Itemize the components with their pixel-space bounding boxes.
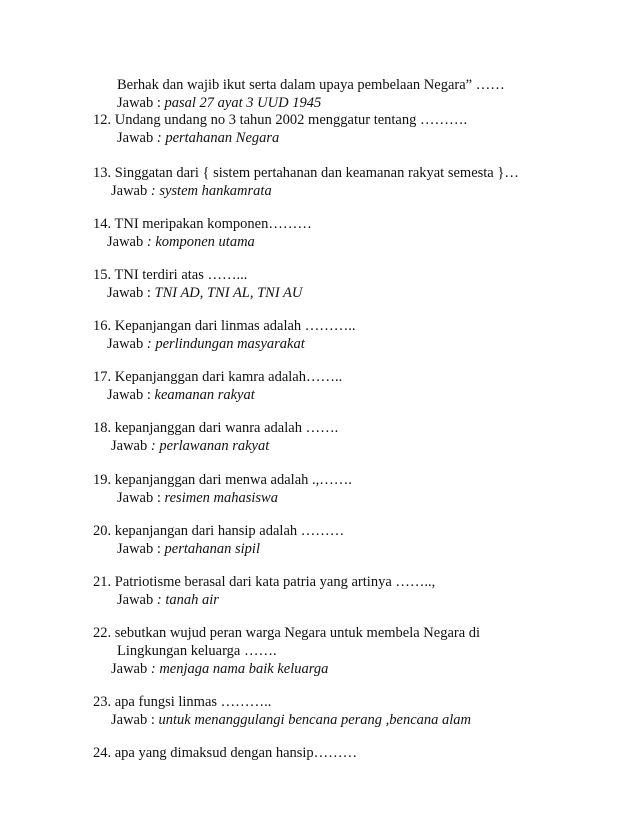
jawab-label: Jawab : [111, 712, 159, 728]
answer-text: TNI AD, TNI AL, TNI AU [154, 285, 303, 301]
question-text: Kepanjangan dari linmas adalah ……….. [114, 318, 356, 334]
question-number: 21. [93, 574, 112, 590]
question-text: apa fungsi linmas ……….. [114, 694, 272, 710]
answer-line [117, 129, 279, 147]
question-number: 12. [93, 112, 112, 128]
question-number: 15. [93, 267, 112, 283]
jawab-label: Jawab : [107, 285, 155, 301]
answer-text: : pertahanan Negara [156, 130, 280, 146]
jawab-label: Jawab : [107, 387, 155, 403]
question-text: sebutkan wujud peran warga Negara untuk membela Negara di [114, 625, 481, 641]
answer-line [117, 591, 219, 609]
question-number: 18. [93, 420, 112, 436]
question-line [93, 266, 247, 284]
answer-line [117, 94, 321, 112]
answer-text: resimen mahasiswa [164, 490, 278, 506]
question-line [93, 419, 338, 437]
answer-text: untuk menanggulangi bencana perang ,bencana alam [158, 712, 472, 728]
question-number: 13. [93, 165, 112, 181]
question-text: kepanjanggan dari wanra adalah ……. [114, 420, 339, 436]
jawab-label: Jawab [111, 438, 151, 454]
answer-text: pertahanan sipil [164, 541, 260, 557]
question-text: Patriotisme berasal dari kata patria yang artinya …….., [114, 574, 436, 590]
answer-line [107, 335, 305, 353]
question-text: Kepanjanggan dari kamra adalah…….. [114, 369, 343, 385]
question-text: TNI terdiri atas ……... [114, 267, 248, 283]
answer-line [111, 660, 328, 678]
question-line [93, 471, 352, 489]
answer-text: : perlindungan masyarakat [146, 336, 305, 352]
question-line [93, 744, 357, 762]
question-line [93, 368, 342, 386]
question-text: apa yang dimaksud dengan hansip……… [114, 745, 358, 761]
question-text-continued: Lingkungan keluarga ……. [117, 643, 277, 659]
question-line [93, 164, 519, 182]
question-number: 17. [93, 369, 112, 385]
question-line [93, 522, 344, 540]
question-line [93, 215, 312, 233]
answer-text: : tanah air [156, 592, 219, 608]
question-number: 24. [93, 745, 112, 761]
answer-line [107, 233, 255, 251]
question-line [93, 573, 435, 591]
jawab-label: Jawab : [117, 490, 165, 506]
jawab-label: Jawab [111, 661, 151, 677]
answer-line [107, 284, 302, 302]
jawab-label: Jawab [107, 234, 147, 250]
answer-line [117, 540, 260, 558]
question-text: TNI meripakan komponen……… [114, 216, 312, 232]
question-number: 14. [93, 216, 112, 232]
question-text: kepanjangan dari hansip adalah ……… [114, 523, 345, 539]
question-number: 22. [93, 625, 112, 641]
answer-text: : system hankamrata [150, 183, 272, 199]
jawab-label: Jawab [117, 592, 157, 608]
answer-line [111, 711, 471, 729]
answer-line [111, 437, 269, 455]
question-line [93, 624, 480, 642]
jawab-label: Jawab [117, 130, 157, 146]
answer-text: : komponen utama [146, 234, 255, 250]
answer-line [107, 386, 255, 404]
answer-line [117, 489, 278, 507]
answer-text: keamanan rakyat [154, 387, 255, 403]
answer-text: : menjaga nama baik keluarga [150, 661, 329, 677]
jawab-label: Jawab [107, 336, 147, 352]
jawab-label: Jawab : [117, 541, 165, 557]
question-line [93, 317, 356, 335]
question-line [93, 111, 467, 129]
answer-line [111, 182, 272, 200]
answer-text: pasal 27 ayat 3 UUD 1945 [164, 95, 322, 111]
question-number: 23. [93, 694, 112, 710]
question-text: Undang undang no 3 tahun 2002 menggatur tentang ………. [114, 112, 468, 128]
question-text: Singgatan dari { sistem pertahanan dan keamanan rakyat semesta }… [114, 165, 519, 181]
question-text: kepanjanggan dari menwa adalah .,……. [114, 472, 352, 488]
answer-text: : perlawanan rakyat [150, 438, 270, 454]
question-line [93, 693, 271, 711]
jawab-label: Jawab [111, 183, 151, 199]
question-number: 16. [93, 318, 112, 334]
question-number: 19. [93, 472, 112, 488]
question-text: Berhak dan wajib ikut serta dalam upaya pembelaan Negara” …… [117, 77, 505, 93]
jawab-label: Jawab : [117, 95, 165, 111]
question-number: 20. [93, 523, 112, 539]
